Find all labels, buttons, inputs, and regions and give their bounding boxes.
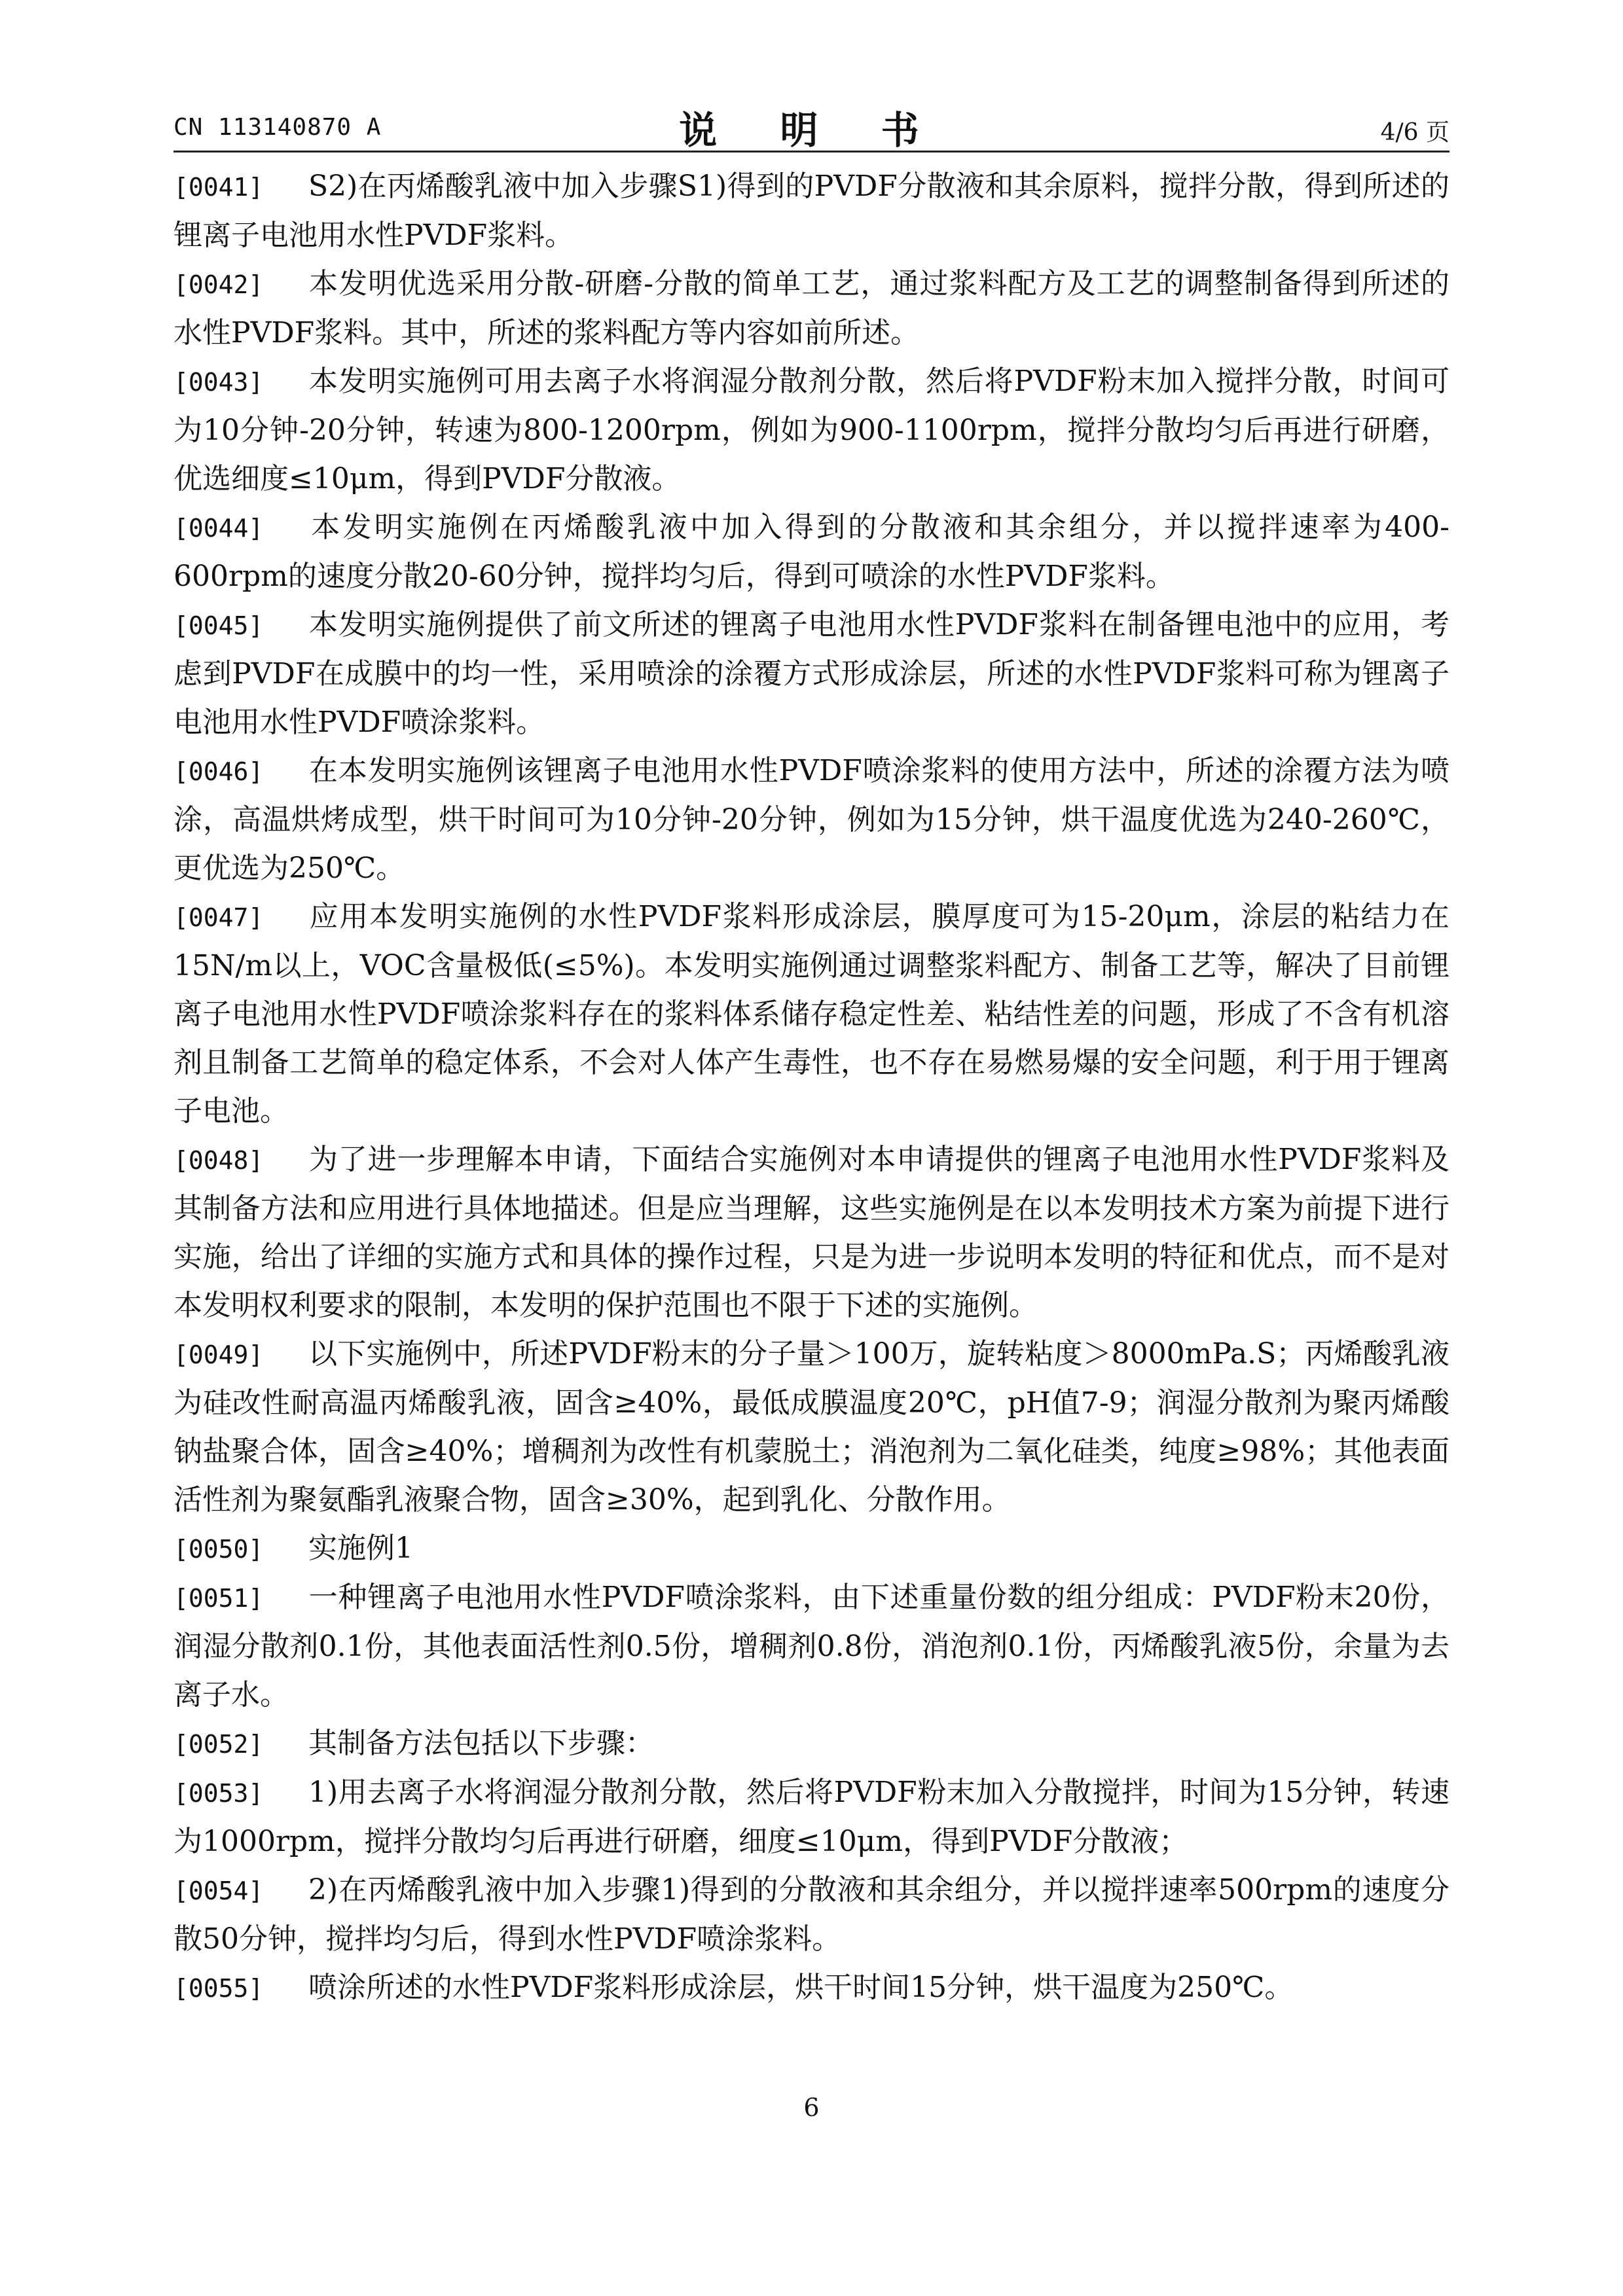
paragraph-text: 以下实施例中，所述PVDF粉末的分子量＞100万，旋转粘度＞8000mPa.S；丙烯酸乳液为硅改性耐高温丙烯酸乳液，固含≥40%，最低成膜温度20℃，pH值7-9；润湿分散剂为聚丙烯酸钠盐聚合体，固含≥40%；增稠剂为改性有机蒙脱土；消泡剂为二氧化硅类，纯度≥98%；其他表面活性剂为聚氨酯乳液聚合物，固含≥30%，起到乳化、分散作用。: [173, 1337, 1450, 1516]
paragraph-0041: [173, 162, 1450, 260]
paragraph-0054: [173, 1866, 1450, 1964]
paragraph-number: [0044]: [173, 514, 264, 543]
paragraph-text: 本发明实施例可用去离子水将润湿分散剂分散，然后将PVDF粉末加入搅拌分散，时间可为10分钟-20分钟，转速为800-1200rpm，例如为900-1100rpm，搅拌分散均匀后再进行研磨，优选细度≤10μm，得到PVDF分散液。: [173, 365, 1450, 495]
paragraph-number: [0042]: [173, 270, 264, 299]
paragraph-0050: [173, 1524, 1450, 1573]
paragraph-0053: [173, 1768, 1450, 1866]
paragraph-number: [0050]: [173, 1535, 264, 1564]
header-divider: [173, 151, 1450, 152]
paragraph-text: 2)在丙烯酸乳液中加入步骤1)得到的分散液和其余组分，并以搅拌速率500rpm的速度分散50分钟，搅拌均匀后，得到水性PVDF喷涂浆料。: [173, 1873, 1450, 1956]
paragraph-0051: [173, 1573, 1450, 1719]
paragraph-text: S2)在丙烯酸乳液中加入步骤S1)得到的PVDF分散液和其余原料，搅拌分散，得到所述的锂离子电池用水性PVDF浆料。: [173, 170, 1450, 252]
paragraph-number: [0043]: [173, 368, 264, 397]
page-indicator: 4/6 页: [1380, 119, 1450, 146]
paragraph-0047: [173, 893, 1450, 1136]
paragraph-0044: [173, 503, 1450, 601]
paragraph-text: 应用本发明实施例的水性PVDF浆料形成涂层，膜厚度可为15-20μm，涂层的粘结力在15N/m以上，VOC含量极低(≤5%)。本发明实施例通过调整浆料配方、制备工艺等，解决了目前锂离子电池用水性PVDF喷涂浆料存在的浆料体系储存稳定性差、粘结性差的问题，形成了不含有机溶剂且制备工艺简单的稳定体系，不会对人体产生毒性，也不存在易燃易爆的安全问题，利于用于锂离子电池。: [173, 900, 1450, 1128]
document-title: 说 明 书: [679, 108, 944, 152]
paragraph-text: 1)用去离子水将润湿分散剂分散，然后将PVDF粉末加入分散搅拌，时间为15分钟，转速为1000rpm，搅拌分散均匀后再进行研磨，细度≤10μm，得到PVDF分散液；: [173, 1776, 1450, 1858]
paragraph-number: [0049]: [173, 1340, 264, 1369]
paragraph-text: 为了进一步理解本申请，下面结合实施例对本申请提供的锂离子电池用水性PVDF浆料及其制备方法和应用进行具体地描述。但是应当理解，这些实施例是在以本发明技术方案为前提下进行实施，给出了详细的实施方式和具体的操作过程，只是为进一步说明本发明的特征和优点，而不是对本发明权利要求的限制，本发明的保护范围也不限于下述的实施例。: [173, 1143, 1450, 1322]
paragraph-0049: [173, 1330, 1450, 1524]
paragraph-0055: [173, 1964, 1450, 2013]
paragraph-0043: [173, 357, 1450, 503]
page-header: [173, 99, 1450, 158]
paragraph-number: [0055]: [173, 1974, 264, 2003]
paragraph-number: [0047]: [173, 903, 264, 932]
paragraph-text: 在本发明实施例该锂离子电池用水性PVDF喷涂浆料的使用方法中，所述的涂覆方法为喷涂，高温烘烤成型，烘干时间可为10分钟-20分钟，例如为15分钟，烘干温度优选为240-260℃，更优选为250℃。: [173, 754, 1450, 885]
paragraph-number: [0054]: [173, 1876, 264, 1905]
paragraph-text: 实施例1: [308, 1532, 413, 1565]
paragraph-0042: [173, 260, 1450, 357]
paragraph-0052: [173, 1719, 1450, 1768]
paragraph-number: [0045]: [173, 611, 264, 640]
page-number: 6: [803, 2093, 820, 2122]
paragraph-number: [0051]: [173, 1584, 264, 1613]
paragraph-number: [0046]: [173, 757, 264, 786]
paragraph-0046: [173, 747, 1450, 893]
paragraph-text: 喷涂所述的水性PVDF浆料形成涂层，烘干时间15分钟，烘干温度为250℃。: [308, 1971, 1294, 2004]
paragraph-number: [0048]: [173, 1146, 264, 1175]
paragraph-text: 本发明实施例提供了前文所述的锂离子电池用水性PVDF浆料在制备锂电池中的应用，考虑到PVDF在成膜中的均一性，采用喷涂的涂覆方式形成涂层，所述的水性PVDF浆料可称为锂离子电池用水性PVDF喷涂浆料。: [173, 608, 1450, 739]
document-body: [173, 162, 1450, 2013]
paragraph-0045: [173, 601, 1450, 747]
paragraph-0048: [173, 1136, 1450, 1330]
paragraph-number: [0052]: [173, 1730, 264, 1759]
paragraph-text: 本发明实施例在丙烯酸乳液中加入得到的分散液和其余组分，并以搅拌速率为400-600rpm的速度分散20-60分钟，搅拌均匀后，得到可喷涂的水性PVDF浆料。: [173, 511, 1450, 593]
publication-number: CN 113140870 A: [173, 114, 382, 141]
paragraph-number: [0053]: [173, 1779, 264, 1808]
paragraph-text: 本发明优选采用分散-研磨-分散的简单工艺，通过浆料配方及工艺的调整制备得到所述的水性PVDF浆料。其中，所述的浆料配方等内容如前所述。: [173, 267, 1450, 350]
paragraph-text: 其制备方法包括以下步骤：: [308, 1727, 654, 1760]
paragraph-text: 一种锂离子电池用水性PVDF喷涂浆料，由下述重量份数的组分组成：PVDF粉末20份，润湿分散剂0.1份，其他表面活性剂0.5份，增稠剂0.8份，消泡剂0.1份，丙烯酸乳液5份，余量为去离子水。: [173, 1581, 1450, 1712]
paragraph-number: [0041]: [173, 173, 264, 202]
